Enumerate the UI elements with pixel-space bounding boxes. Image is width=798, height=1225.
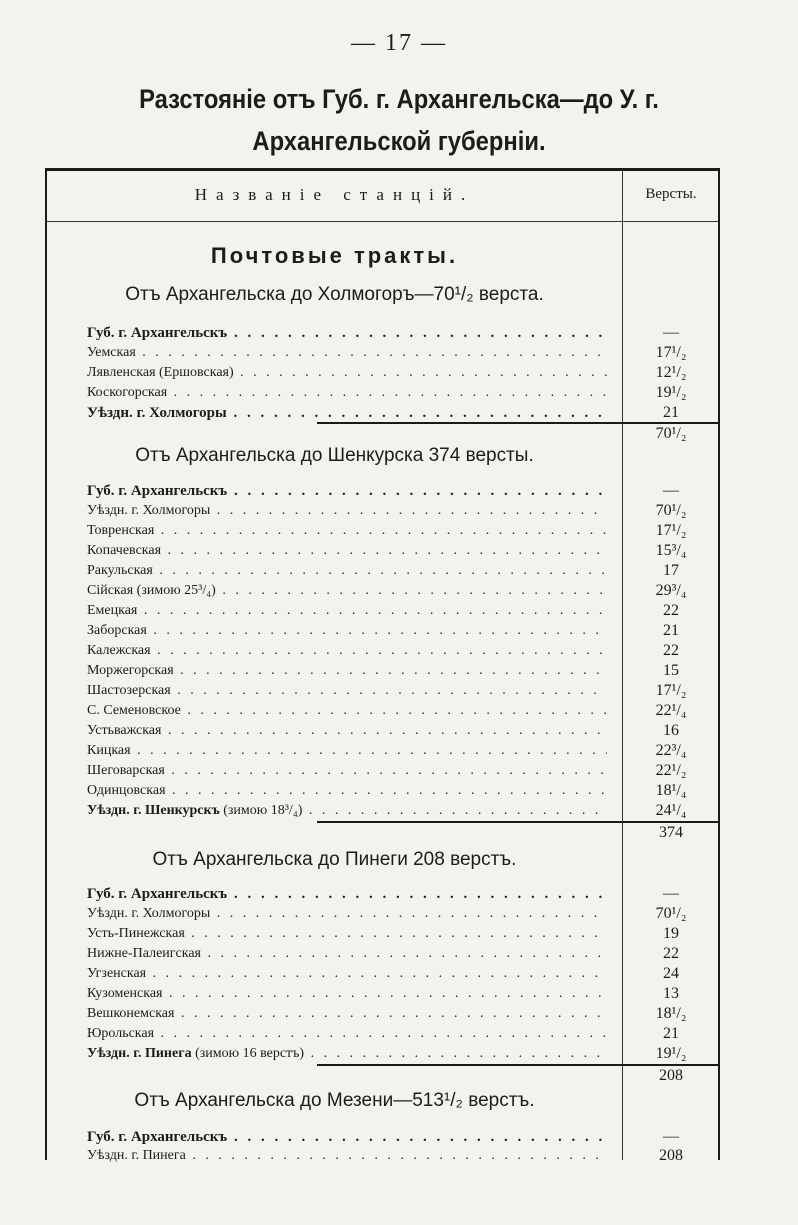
table-row xyxy=(47,661,720,681)
station-name: Устьважская . . . xyxy=(87,721,607,741)
route-total: 374 xyxy=(659,824,683,841)
distance-value: 21 xyxy=(663,1025,679,1042)
distance-value: — xyxy=(663,482,679,499)
station-name: Моржегорская . . . xyxy=(87,661,607,681)
table-row xyxy=(47,501,720,521)
station-name: Губ. г. Архангельскъ . . . xyxy=(87,323,607,343)
distance-value: 29³/₄ xyxy=(655,582,687,599)
section-title: Почтовые тракты. xyxy=(210,243,459,268)
route-total: 70¹/₂ xyxy=(655,425,687,442)
table-row xyxy=(47,761,720,781)
table-row xyxy=(47,601,720,621)
station-name: Сійская (зимою 25³/₄) . . . xyxy=(87,581,607,601)
distance-value: 22³/₄ xyxy=(655,742,687,759)
table-row xyxy=(47,884,720,904)
route-total: 208 xyxy=(659,1067,683,1084)
table-row xyxy=(47,1127,720,1147)
station-note: (зимою 18³/₄) xyxy=(223,803,303,818)
distance-value: 17¹/₂ xyxy=(655,344,687,361)
distance-value: 70¹/₂ xyxy=(655,905,687,922)
route-title: Отъ Архангельска до Шенкурска 374 версты. xyxy=(135,445,534,466)
station-name: Коскогорская . . . xyxy=(87,383,607,403)
station-name: Лявленская (Ершовская) . . . xyxy=(87,363,607,383)
station-name xyxy=(87,801,607,821)
station-name: Уѣздн. г. Холмогоры . . . xyxy=(87,403,607,423)
table-row xyxy=(47,741,720,761)
distance-value: 18¹/₂ xyxy=(655,1005,687,1022)
table-row xyxy=(47,363,720,383)
table-row xyxy=(47,904,720,924)
table-row xyxy=(47,383,720,403)
distance-value: 21 xyxy=(663,404,679,421)
distance-value: 24¹/₄ xyxy=(655,802,687,819)
table-row xyxy=(47,964,720,984)
station-name: Товренская . . . xyxy=(87,521,607,541)
station-name: Губ. г. Архангельскъ . . . xyxy=(87,884,607,904)
table-row xyxy=(47,924,720,944)
distance-table xyxy=(45,168,720,1164)
distance-value: 22 xyxy=(663,602,679,619)
distance-value: 15 xyxy=(663,662,679,679)
station-name: С. Семеновское . . . xyxy=(87,701,607,721)
station-name: Уѣздн. г. Холмогоры . . . xyxy=(87,501,607,521)
distance-value: 19 xyxy=(663,925,679,942)
station-name: Одинцовская . . . xyxy=(87,781,607,801)
table-row xyxy=(47,621,720,641)
table-row xyxy=(47,403,720,423)
distance-value: 17 xyxy=(663,562,679,579)
distance-value: 13 xyxy=(663,985,679,1002)
station-name: Губ. г. Архангельскъ . . . xyxy=(87,1127,607,1147)
page-number: — 17 — xyxy=(351,30,447,56)
station-name: Шастозерская . . . xyxy=(87,681,607,701)
table-row xyxy=(47,801,720,821)
distance-value: 18¹/₄ xyxy=(655,782,687,799)
table-row xyxy=(47,681,720,701)
table-row xyxy=(47,944,720,964)
table-header xyxy=(47,171,718,222)
distance-value: — xyxy=(663,885,679,902)
distance-value: 70¹/₂ xyxy=(655,502,687,519)
table-row xyxy=(47,561,720,581)
station-name: Усть-Пинежская . . . xyxy=(87,924,607,944)
distance-value: 17¹/₂ xyxy=(655,682,687,699)
distance-value: — xyxy=(663,1128,679,1145)
distance-value: 15³/₄ xyxy=(655,542,687,559)
station-name-main: Уѣздн. г. Шенкурскъ xyxy=(87,803,220,818)
station-name: Губ. г. Архангельскъ . . . xyxy=(87,481,607,501)
distance-value: 21 xyxy=(663,622,679,639)
station-name: Заборская . . . xyxy=(87,621,607,641)
table-row xyxy=(47,1004,720,1024)
station-name: Уемская . . . xyxy=(87,343,607,363)
distance-value: 22¹/₄ xyxy=(655,702,687,719)
table-row xyxy=(47,721,720,741)
table-row xyxy=(47,984,720,1004)
station-name-main: Уѣздн. г. Пинега xyxy=(87,1046,192,1061)
station-name: Юрольская . . . xyxy=(87,1024,607,1044)
distance-value: 22 xyxy=(663,945,679,962)
table-row xyxy=(47,1044,720,1064)
table-row xyxy=(47,541,720,561)
distance-value: 19¹/₂ xyxy=(655,384,687,401)
distance-value: 22 xyxy=(663,642,679,659)
table-row xyxy=(47,581,720,601)
table-row xyxy=(47,701,720,721)
station-note: (зимою 16 верстъ) xyxy=(195,1046,305,1061)
distance-value: — xyxy=(663,324,679,341)
route-title: Отъ Архангельска до Холмогоръ—70¹/₂ верста. xyxy=(125,284,544,305)
station-name: Нижне-Палеигская . . . xyxy=(87,944,607,964)
header-station-name: Названіе станцій. xyxy=(194,185,475,204)
table-row xyxy=(47,641,720,661)
route-title: Отъ Архангельска до Пинеги 208 верстъ. xyxy=(152,849,517,870)
station-name: Копачевская . . . xyxy=(87,541,607,561)
page-title xyxy=(83,78,715,162)
station-name xyxy=(87,1044,607,1064)
table-row xyxy=(47,481,720,501)
table-row xyxy=(47,1024,720,1044)
distance-value: 208 xyxy=(659,1147,683,1164)
distance-value: 24 xyxy=(663,965,679,982)
table-row xyxy=(47,343,720,363)
table-row xyxy=(47,1146,720,1166)
distance-value: 16 xyxy=(663,722,679,739)
title-line-1: Разстояніе отъ Губ. г. Архангельска—до У. г. xyxy=(139,84,659,114)
distance-value: 17¹/₂ xyxy=(655,522,687,539)
route-title: Отъ Архангельска до Мезени—513¹/₂ верстъ. xyxy=(134,1090,535,1111)
station-name: Калежская . . . xyxy=(87,641,607,661)
distance-value: 22¹/₂ xyxy=(655,762,687,779)
station-name: Шеговарская . . . xyxy=(87,761,607,781)
table-row xyxy=(47,781,720,801)
station-name: Кицкая . . . xyxy=(87,741,607,761)
title-line-2: Архангельской губерніи. xyxy=(252,126,546,156)
station-name: Уѣздн. г. Холмогоры . . . xyxy=(87,904,607,924)
station-name: Вешконемская . . . xyxy=(87,1004,607,1024)
station-name: Ракульская . . . xyxy=(87,561,607,581)
station-name: Уѣздн. г. Пинега . . . xyxy=(87,1146,607,1166)
station-name: Емецкая . . . xyxy=(87,601,607,621)
table-row xyxy=(47,521,720,541)
distance-value: 19¹/₂ xyxy=(655,1045,687,1062)
station-name: Угзенская . . . xyxy=(87,964,607,984)
station-name: Кузоменская . . . xyxy=(87,984,607,1004)
table-row xyxy=(47,323,720,343)
distance-value: 12¹/₂ xyxy=(655,364,687,381)
header-versts: Версты. xyxy=(645,186,697,202)
